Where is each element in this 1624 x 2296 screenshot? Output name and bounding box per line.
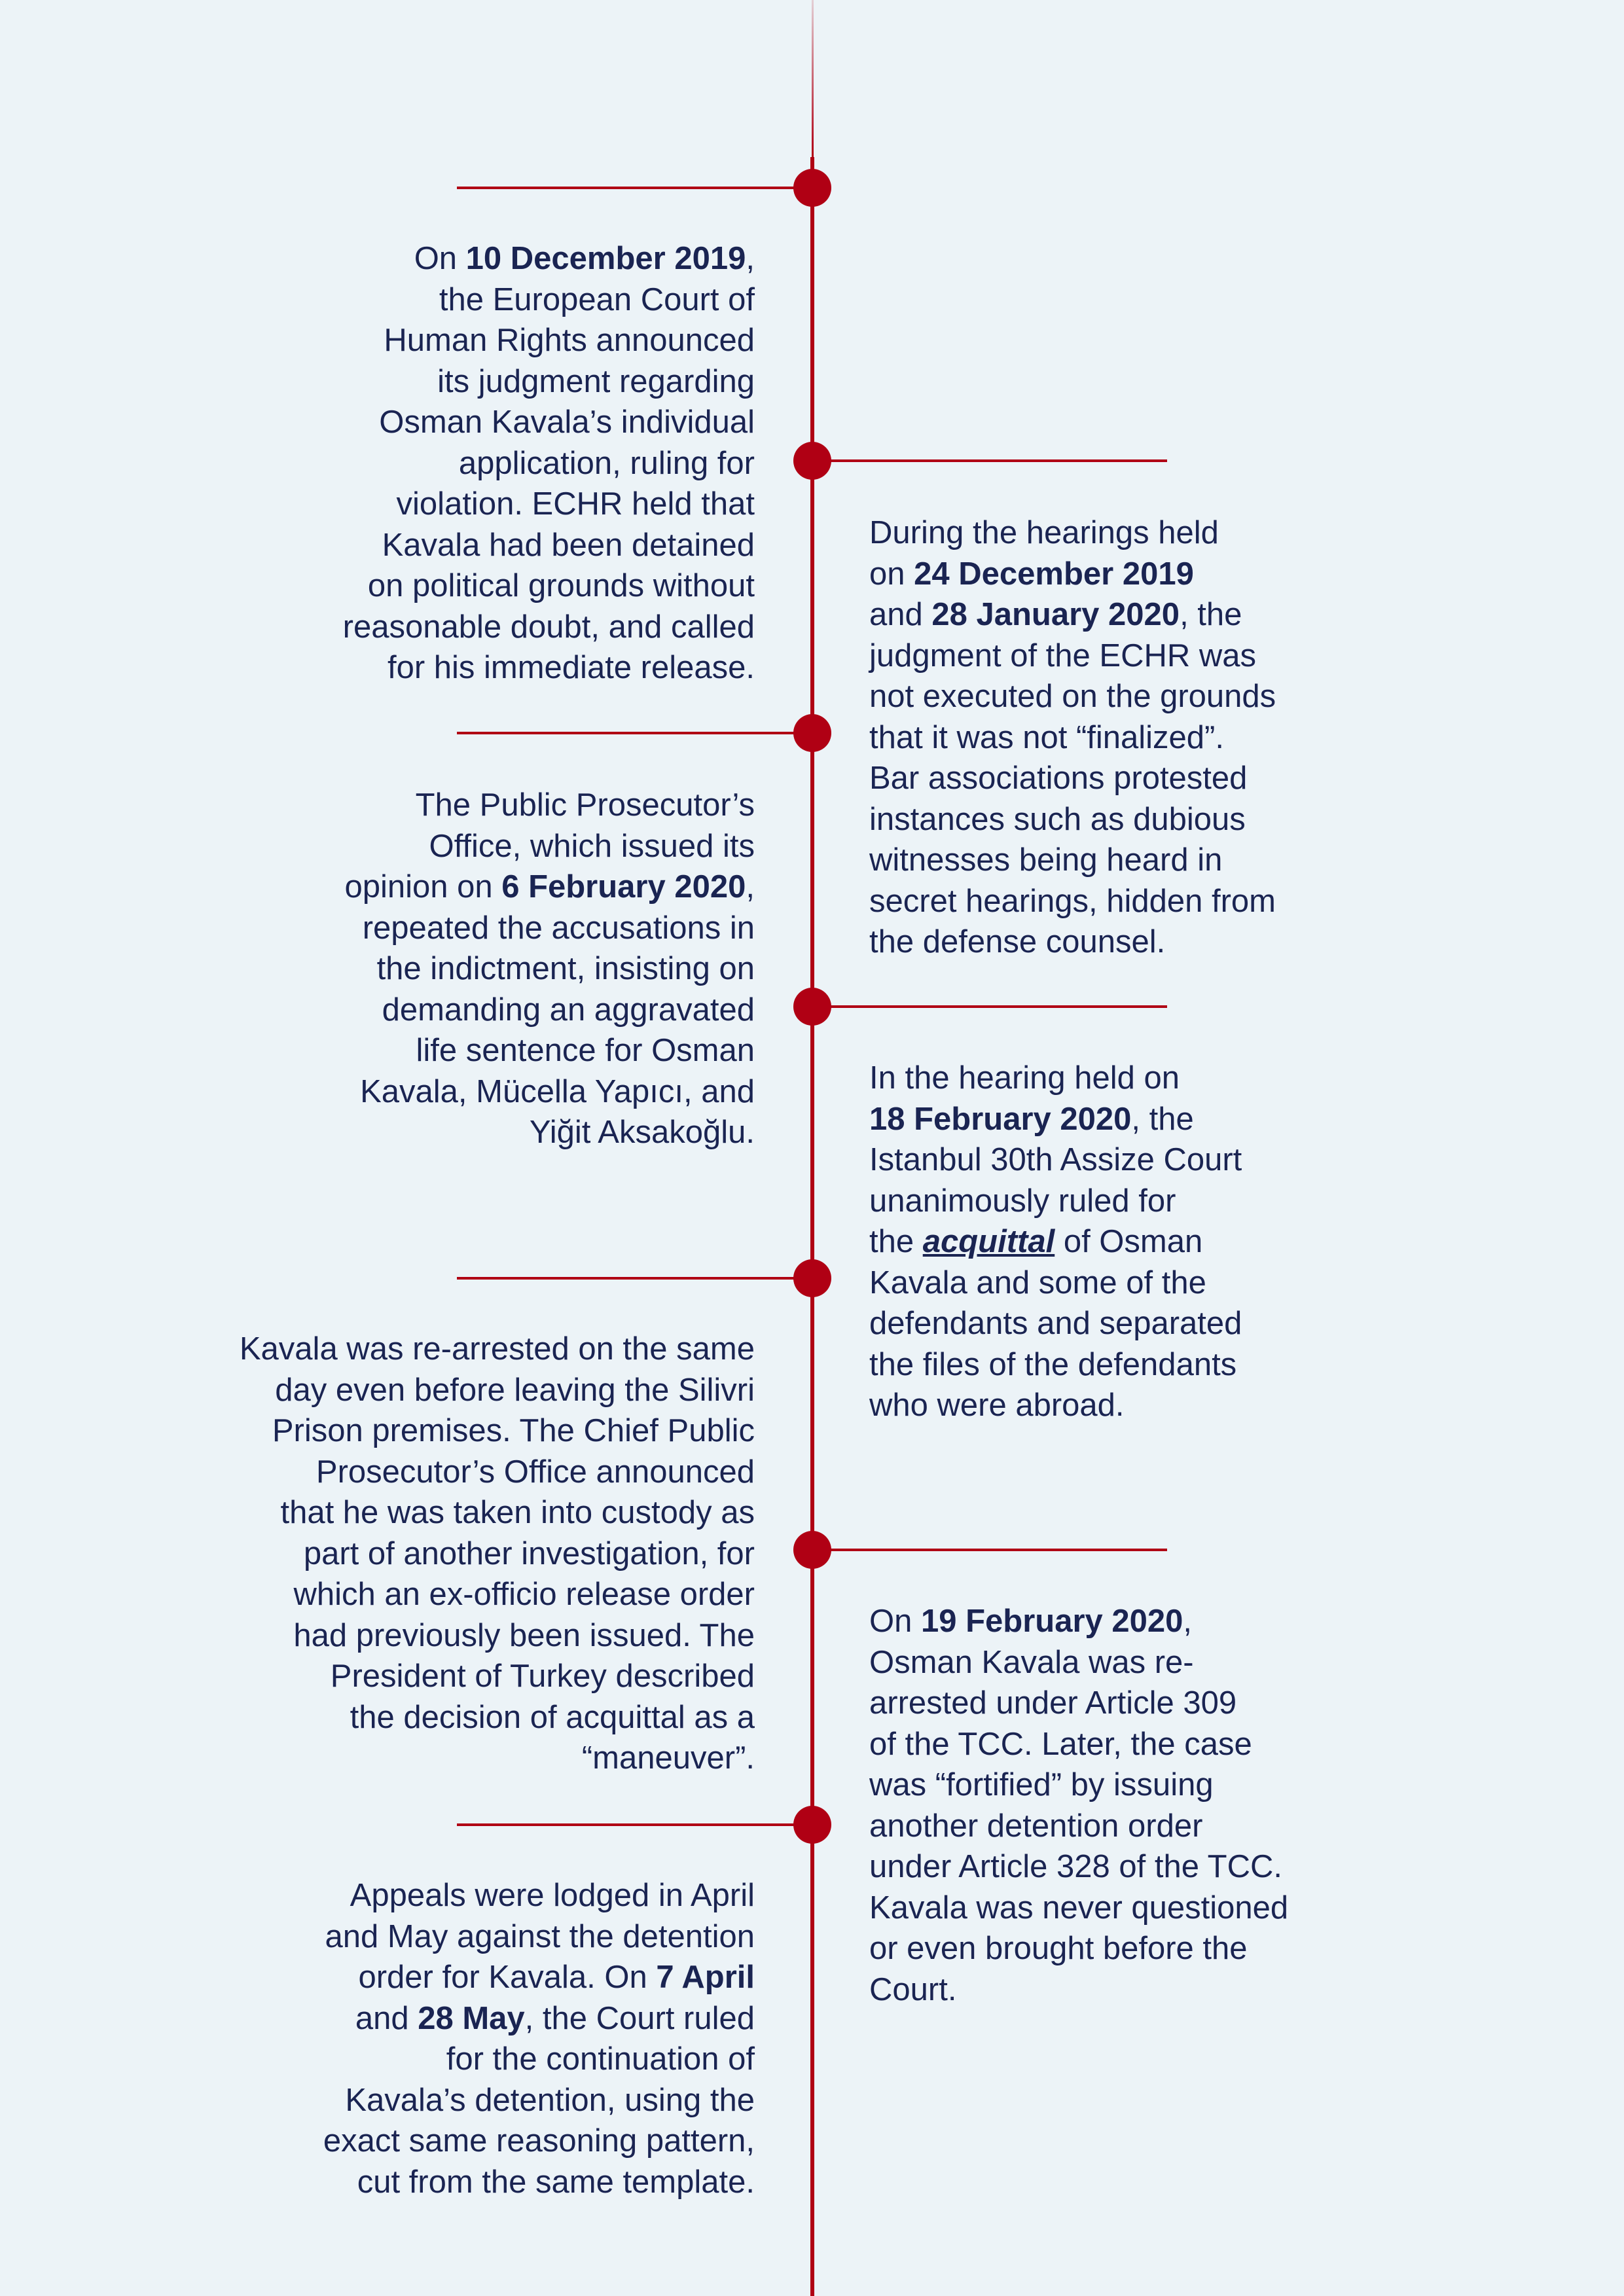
event-text-segment: During the hearings held on <box>869 515 1219 592</box>
timeline-connector-3 <box>457 732 812 734</box>
event-text-segment: , the judgment of the ECHR was not executed on the grounds that it was not “finalized”. Bar associations protested instances such as dubious witnesses being heard in secret hearings, hidden from the defense counsel. <box>869 597 1276 960</box>
timeline-connector-2 <box>812 459 1167 462</box>
event-highlight: acquittal <box>922 1224 1055 1259</box>
event-text-segment: , the European Court of Human Rights announced its judgment regarding Osman Kavala’s individual application, ruling for violation. ECHR held that Kavala had been detained on political grounds without reasonable doubt, and called for his immediate release. <box>342 241 755 685</box>
timeline-connector-5 <box>457 1277 812 1280</box>
event-text-segment: In the hearing held on <box>869 1060 1180 1096</box>
event-text-segment: Kavala was re-arrested on the same day even before leaving the Silivri Prison premises. The Chief Public Prosecutor’s Office announced that he was taken into custody as part of another investigation, for which an ex-officio release order had previously been issued. The President of Turkey described the decision of acquittal as a “maneuver”. <box>239 1331 755 1776</box>
event-highlight: 24 December 2019 <box>914 556 1194 592</box>
event-2-text <box>869 512 1276 963</box>
event-text-segment: of Osman Kavala and some of the defendants and separated the files of the defendants who were abroad. <box>869 1224 1242 1423</box>
event-text-segment: On <box>414 241 466 276</box>
timeline-marker-6 <box>793 1531 831 1569</box>
timeline-marker-7 <box>793 1806 831 1844</box>
event-highlight: 10 December 2019 <box>465 241 746 276</box>
event-highlight: 28 May <box>418 2000 525 2036</box>
event-4-text <box>869 1058 1242 1426</box>
event-text-segment: and <box>355 2000 409 2036</box>
timeline-connector-1 <box>457 187 812 189</box>
event-6-text <box>869 1601 1288 2010</box>
event-text-segment: , the Court ruled for the continuation of Kavala’s detention, using the exact same reasoning pattern, cut from the same template. <box>323 2000 755 2200</box>
timeline-marker-4 <box>793 988 831 1026</box>
event-highlight: 18 February 2020 <box>869 1101 1132 1137</box>
event-text-segment: , the Istanbul 30th Assize Court unanimously ruled for the <box>869 1101 1242 1259</box>
timeline-marker-3 <box>793 714 831 752</box>
timeline-connector-6 <box>812 1549 1167 1551</box>
event-highlight: 7 April <box>656 1960 755 1995</box>
event-3-text <box>344 785 755 1153</box>
timeline-connector-4 <box>812 1005 1167 1008</box>
timeline-marker-1 <box>793 169 831 207</box>
event-highlight: 19 February 2020 <box>920 1604 1183 1639</box>
event-text-segment: , repeated the accusations in the indictment, insisting on demanding an aggravated life sentence for Osman Kavala, Mücella Yapıcı, and Yiğit Aksakoğlu. <box>360 869 755 1150</box>
timeline-spine-top <box>812 0 814 157</box>
event-text-segment: and <box>869 597 923 632</box>
event-1-text <box>343 238 755 689</box>
timeline-connector-7 <box>457 1823 812 1826</box>
timeline-marker-2 <box>793 442 831 480</box>
event-highlight: 6 February 2020 <box>501 869 746 905</box>
event-text-segment: Appeals were lodged in April and May against the detention order for Kavala. On <box>325 1878 755 1995</box>
event-7-text <box>323 1875 755 2202</box>
event-text-segment: The Public Prosecutor’s Office, which issued its opinion on <box>344 787 755 905</box>
event-text-segment: On <box>869 1604 921 1639</box>
timeline-marker-5 <box>793 1259 831 1297</box>
event-highlight: 28 January 2020 <box>931 597 1180 632</box>
event-text-segment: , Osman Kavala was re- arrested under Article 309 of the TCC. Later, the case was “fortified” by issuing another detention order under Article 328 of the TCC. Kavala was never questioned or even brought before the Court. <box>869 1604 1289 2007</box>
event-5-text <box>240 1329 755 1779</box>
